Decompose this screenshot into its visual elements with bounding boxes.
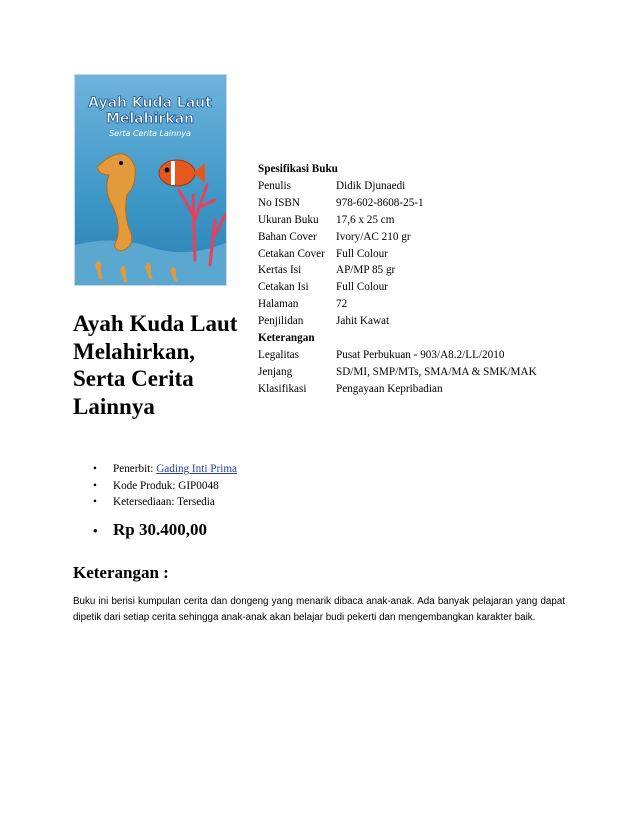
spec-value: AP/MP 85 gr — [336, 264, 396, 277]
spec-value: 978-602-8608-25-1 — [336, 196, 424, 209]
keterangan-value: SD/MI, SMP/MTs, SMA/MA & SMK/MAK — [336, 365, 537, 378]
spec-value: Full Colour — [336, 247, 388, 260]
spec-label: Cetakan Isi — [258, 281, 309, 294]
product-meta-list — [73, 461, 237, 511]
spec-value: 17,6 x 25 cm — [336, 213, 395, 226]
cover-title-line1: Ayah Kuda Laut — [88, 95, 212, 111]
description-text: Buku ini berisi kumpulan cerita dan dongeng yang menarik dibaca anak-anak. Ada banyak pelajaran yang dapat dipetik dari setiap cerita sehingga anak-anak akan belajar budi pekerti dan mengembangkan karakter baik. — [73, 596, 565, 623]
description-heading: Keterangan : — [73, 563, 169, 582]
cover-title-line2: Melahirkan — [105, 111, 195, 127]
keterangan-label: Legalitas — [258, 348, 300, 361]
spec-row — [258, 212, 537, 229]
spec-row — [258, 262, 537, 279]
keterangan-row — [258, 381, 537, 398]
cover-subtitle: Serta Cerita Lainnya — [109, 129, 191, 138]
spec-label: Kertas Isi — [258, 264, 302, 277]
spec-heading-keterangan: Keterangan — [258, 332, 315, 345]
publisher-item — [73, 461, 237, 478]
spec-value: 72 — [336, 298, 348, 311]
spec-label: Penulis — [258, 179, 291, 192]
spec-heading: Spesifikasi Buku — [258, 163, 338, 175]
spec-label: Halaman — [258, 298, 299, 311]
spec-label: Cetakan Cover — [258, 247, 325, 260]
keterangan-label: Jenjang — [258, 365, 293, 378]
spec-row — [258, 313, 537, 330]
spec-row — [258, 296, 537, 313]
keterangan-row — [258, 347, 537, 364]
product-code-item: • Kode Produk: GIP0048 — [73, 478, 237, 495]
spec-label: Ukuran Buku — [258, 213, 319, 226]
keterangan-label: Klasifikasi — [258, 382, 307, 395]
product-title: Ayah Kuda Laut Melahirkan, Serta Cerita Lainnya — [73, 311, 238, 419]
spec-label: Bahan Cover — [258, 230, 317, 243]
spec-label: Penjilidan — [258, 315, 304, 328]
specification-table — [258, 161, 537, 398]
spec-label: No ISBN — [258, 196, 300, 209]
availability-item: • Ketersediaan: Tersedia — [73, 494, 237, 511]
book-cover-image — [74, 74, 227, 286]
keterangan-value: Pusat Perbukuan - 903/A8.2/LL/2010 — [336, 348, 505, 361]
spec-row — [258, 229, 537, 246]
spec-row — [258, 195, 537, 212]
price-list — [73, 520, 207, 540]
spec-row — [258, 246, 537, 263]
price-value: • Rp 30.400,00 — [73, 520, 207, 540]
publisher-link[interactable]: Gading Inti Prima — [156, 463, 237, 475]
spec-value: Full Colour — [336, 281, 388, 294]
keterangan-row — [258, 364, 537, 381]
spec-value: Ivory/AC 210 gr — [336, 230, 411, 243]
spec-value: Jahit Kawat — [336, 315, 390, 328]
spec-row — [258, 279, 537, 296]
spec-row — [258, 178, 537, 195]
publisher-label: Penerbit: — [113, 463, 157, 475]
keterangan-value: Pengayaan Kepribadian — [336, 382, 443, 395]
spec-value: Didik Djunaedi — [336, 179, 406, 192]
